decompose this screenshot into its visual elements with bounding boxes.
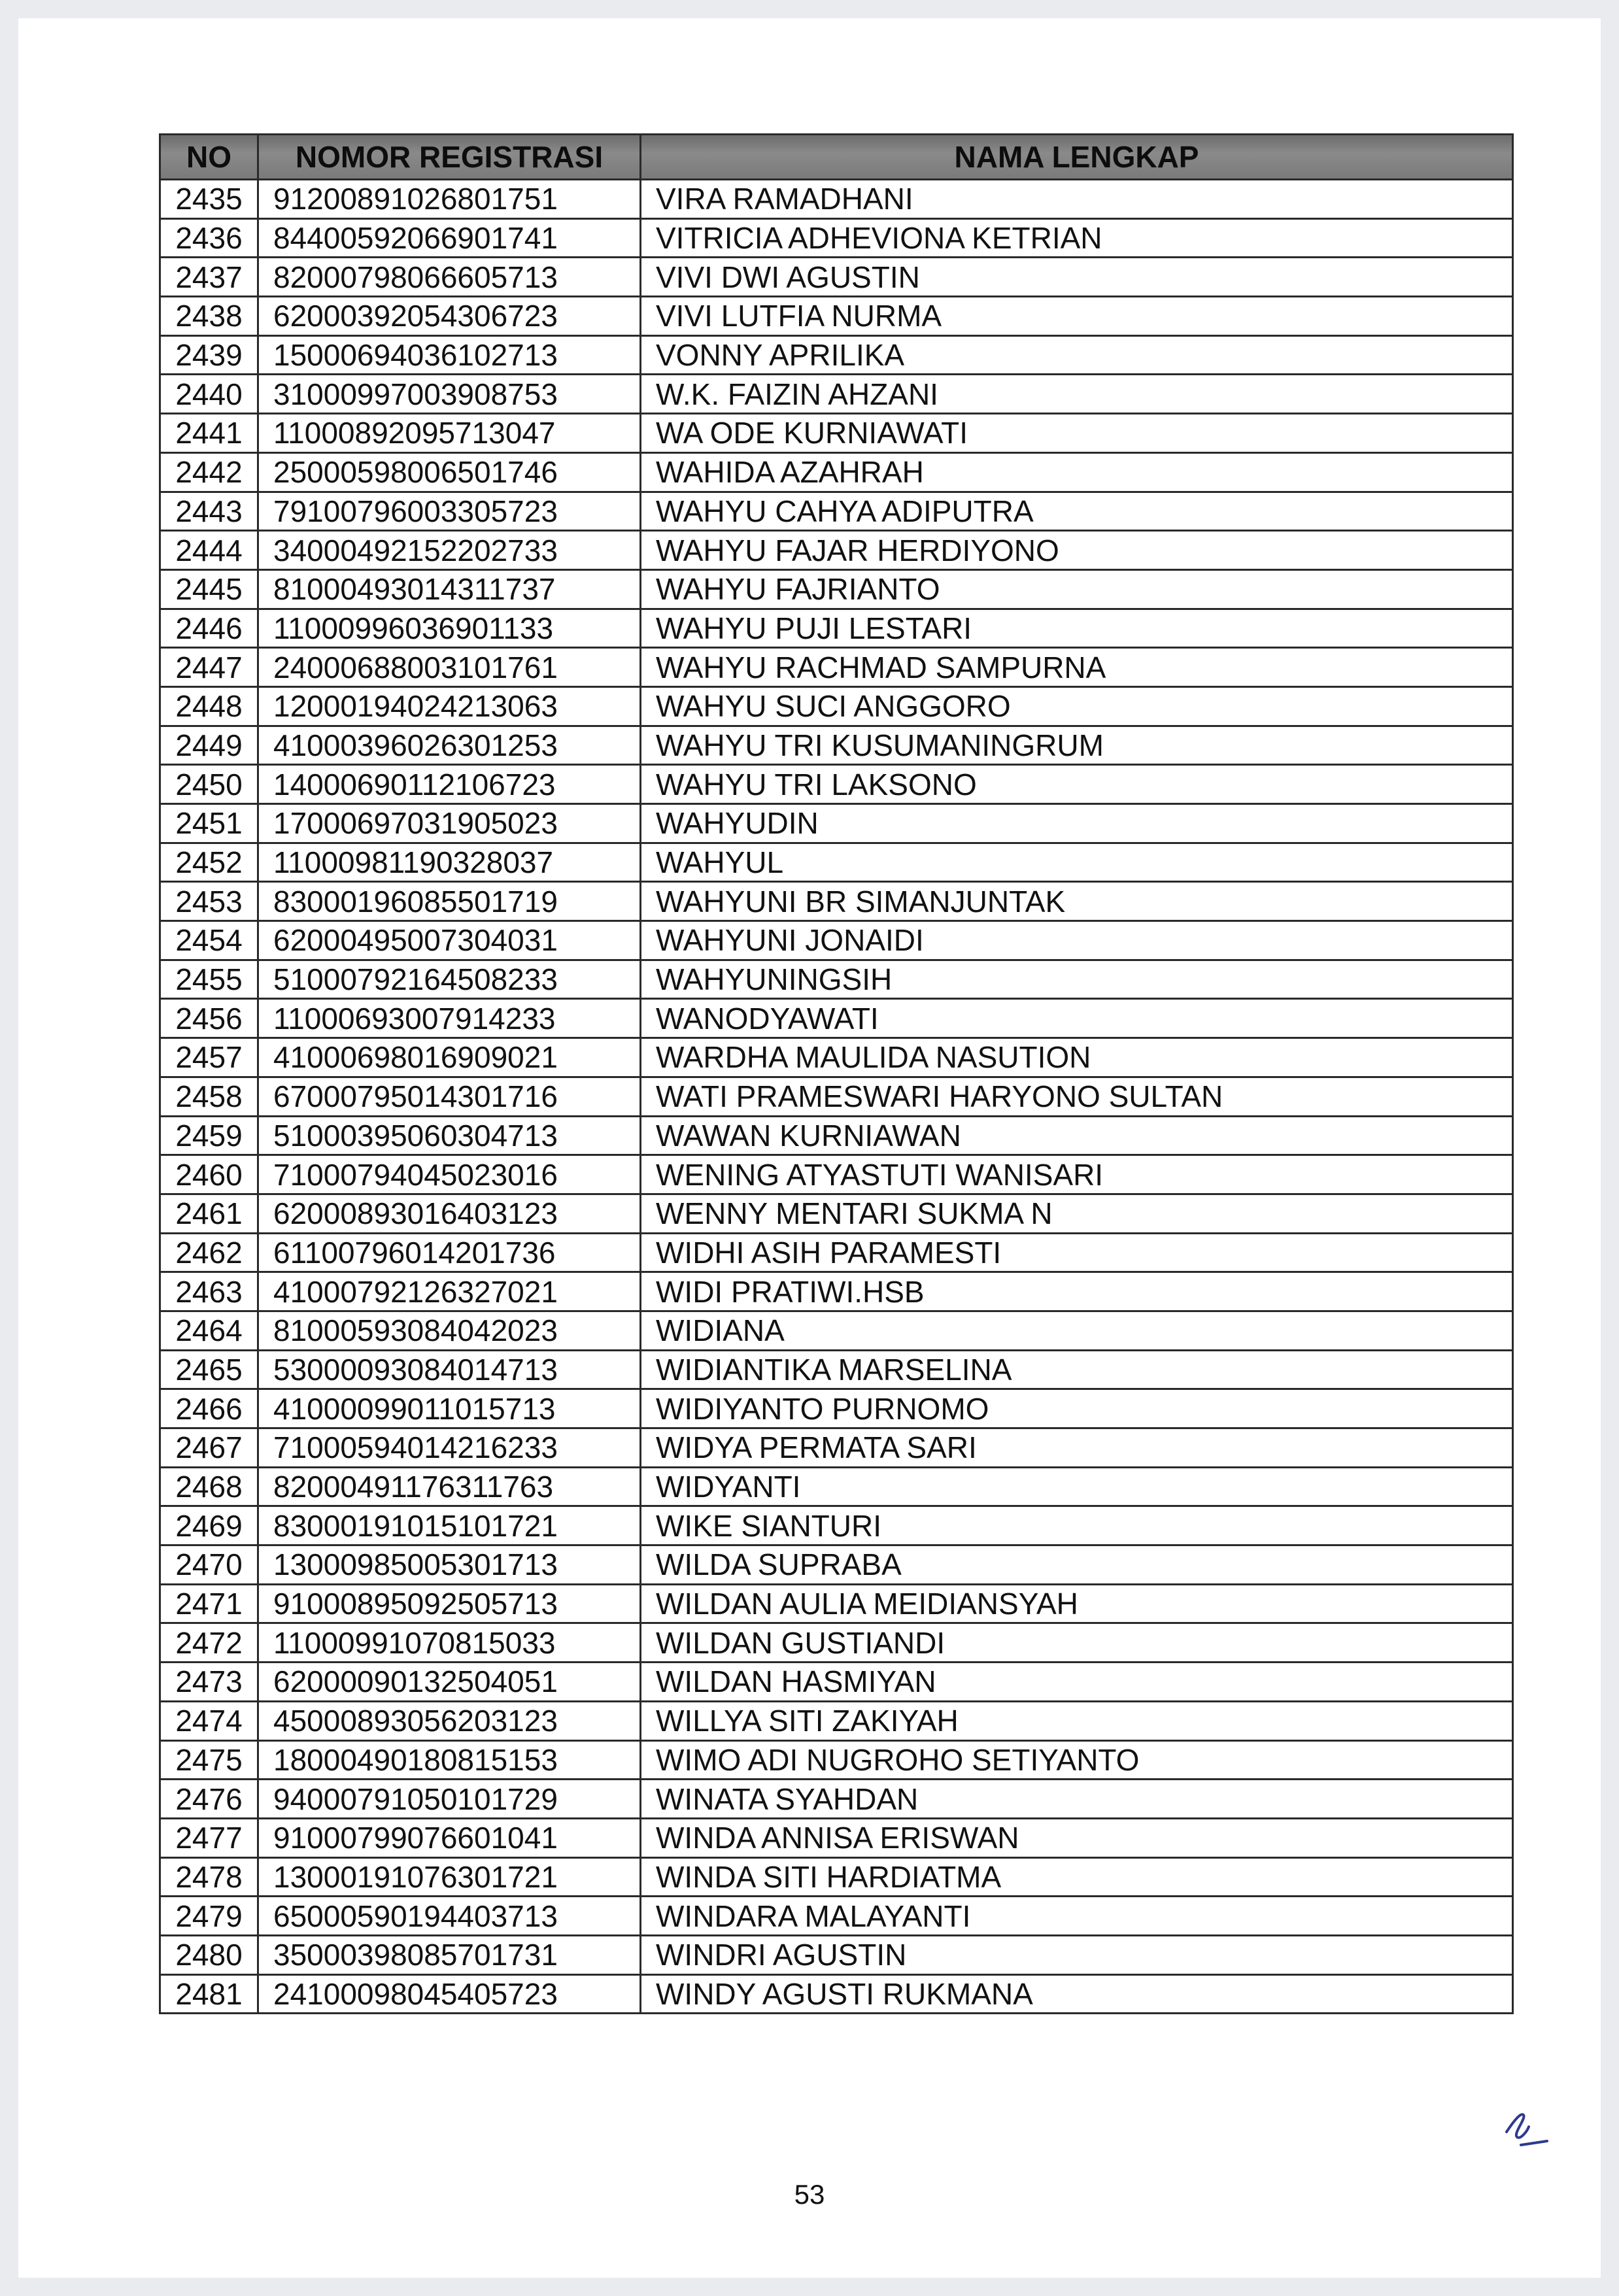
- registration-number-cell: 11000693007914233: [258, 999, 641, 1038]
- registration-number-cell: 67000795014301716: [258, 1077, 641, 1116]
- table-row: [160, 180, 1513, 219]
- table-row: [160, 882, 1513, 921]
- table-row: [160, 726, 1513, 765]
- row-number-cell: 2448: [160, 686, 258, 726]
- full-name-cell: WAHYUNI BR SIMANJUNTAK: [641, 882, 1513, 921]
- full-name-cell: WAHYUNINGSIH: [641, 960, 1513, 999]
- row-number-cell: 2440: [160, 375, 258, 414]
- table-row: [160, 297, 1513, 336]
- full-name-cell: WA ODE KURNIAWATI: [641, 414, 1513, 453]
- table-row: [160, 1389, 1513, 1428]
- table-row: [160, 1116, 1513, 1155]
- row-number-cell: 2462: [160, 1233, 258, 1272]
- registration-number-cell: 12000194024213063: [258, 686, 641, 726]
- header-no: NO: [160, 135, 258, 180]
- full-name-cell: WAHYU PUJI LESTARI: [641, 609, 1513, 648]
- table-row: [160, 531, 1513, 570]
- row-number-cell: 2443: [160, 492, 258, 531]
- row-number-cell: 2446: [160, 609, 258, 648]
- row-number-cell: 2461: [160, 1194, 258, 1233]
- full-name-cell: WANODYAWATI: [641, 999, 1513, 1038]
- full-name-cell: WAHYU RACHMAD SAMPURNA: [641, 648, 1513, 687]
- table-row: [160, 921, 1513, 960]
- row-number-cell: 2458: [160, 1077, 258, 1116]
- table-row: [160, 686, 1513, 726]
- full-name-cell: WIDIANA: [641, 1311, 1513, 1350]
- full-name-cell: WATI PRAMESWARI HARYONO SULTAN: [641, 1077, 1513, 1116]
- full-name-cell: WAHIDA AZAHRAH: [641, 452, 1513, 492]
- row-number-cell: 2444: [160, 531, 258, 570]
- row-number-cell: 2453: [160, 882, 258, 921]
- registration-number-cell: 62000495007304031: [258, 921, 641, 960]
- table-row: [160, 1506, 1513, 1545]
- full-name-cell: WAHYU TRI KUSUMANINGRUM: [641, 726, 1513, 765]
- header-registration-number: NOMOR REGISTRASI: [258, 135, 641, 180]
- full-name-cell: VIVI DWI AGUSTIN: [641, 258, 1513, 297]
- registration-number-cell: 82000491176311763: [258, 1467, 641, 1506]
- full-name-cell: WINDRI AGUSTIN: [641, 1935, 1513, 1974]
- full-name-cell: WIDYANTI: [641, 1467, 1513, 1506]
- full-name-cell: VIRA RAMADHANI: [641, 180, 1513, 219]
- table-row: [160, 452, 1513, 492]
- handwritten-initial-icon: [1495, 2107, 1554, 2153]
- table-row: [160, 1077, 1513, 1116]
- row-number-cell: 2470: [160, 1545, 258, 1585]
- table-row: [160, 569, 1513, 609]
- full-name-cell: WIKE SIANTURI: [641, 1506, 1513, 1545]
- registration-number-cell: 81000493014311737: [258, 569, 641, 609]
- full-name-cell: WILDAN HASMIYAN: [641, 1663, 1513, 1702]
- registration-number-cell: 41000792126327021: [258, 1272, 641, 1311]
- row-number-cell: 2471: [160, 1584, 258, 1623]
- registration-number-cell: 83000196085501719: [258, 882, 641, 921]
- table-row: [160, 1545, 1513, 1585]
- registration-number-cell: 84400592066901741: [258, 218, 641, 258]
- table-row: [160, 1428, 1513, 1468]
- row-number-cell: 2445: [160, 569, 258, 609]
- table-row: [160, 1935, 1513, 1974]
- header-full-name: NAMA LENGKAP: [641, 135, 1513, 180]
- registration-number-cell: 41000099011015713: [258, 1389, 641, 1428]
- row-number-cell: 2463: [160, 1272, 258, 1311]
- table-row: [160, 1623, 1513, 1663]
- full-name-cell: WINDA SITI HARDIATMA: [641, 1857, 1513, 1897]
- registration-number-cell: 62000893016403123: [258, 1194, 641, 1233]
- table-body: [160, 180, 1513, 2014]
- row-number-cell: 2447: [160, 648, 258, 687]
- full-name-cell: WENNY MENTARI SUKMA N: [641, 1194, 1513, 1233]
- registration-number-cell: 91000799076601041: [258, 1818, 641, 1857]
- registration-number-cell: 35000398085701731: [258, 1935, 641, 1974]
- full-name-cell: WAWAN KURNIAWAN: [641, 1116, 1513, 1155]
- full-name-cell: WIDIANTIKA MARSELINA: [641, 1350, 1513, 1389]
- row-number-cell: 2472: [160, 1623, 258, 1663]
- registration-number-cell: 11000991070815033: [258, 1623, 641, 1663]
- document-page: [18, 18, 1601, 2278]
- registration-number-cell: 45000893056203123: [258, 1701, 641, 1740]
- table-row: [160, 1584, 1513, 1623]
- registration-number-cell: 34000492152202733: [258, 531, 641, 570]
- registration-number-cell: 62000090132504051: [258, 1663, 641, 1702]
- table-row: [160, 648, 1513, 687]
- full-name-cell: WAHYU SUCI ANGGORO: [641, 686, 1513, 726]
- registration-number-cell: 18000490180815153: [258, 1740, 641, 1780]
- row-number-cell: 2464: [160, 1311, 258, 1350]
- table-row: [160, 765, 1513, 804]
- row-number-cell: 2454: [160, 921, 258, 960]
- row-number-cell: 2474: [160, 1701, 258, 1740]
- registration-number-cell: 13000985005301713: [258, 1545, 641, 1585]
- registration-number-cell: 83000191015101721: [258, 1506, 641, 1545]
- table-row: [160, 1155, 1513, 1194]
- full-name-cell: WARDHA MAULIDA NASUTION: [641, 1038, 1513, 1077]
- table-row: [160, 1818, 1513, 1857]
- full-name-cell: WAHYU FAJAR HERDIYONO: [641, 531, 1513, 570]
- full-name-cell: W.K. FAIZIN AHZANI: [641, 375, 1513, 414]
- table-row: [160, 492, 1513, 531]
- row-number-cell: 2455: [160, 960, 258, 999]
- registration-number-cell: 14000690112106723: [258, 765, 641, 804]
- table-row: [160, 1350, 1513, 1389]
- registration-number-cell: 31000997003908753: [258, 375, 641, 414]
- row-number-cell: 2467: [160, 1428, 258, 1468]
- table-row: [160, 258, 1513, 297]
- full-name-cell: WAHYUL: [641, 843, 1513, 882]
- registration-number-cell: 25000598006501746: [258, 452, 641, 492]
- registration-number-cell: 71000794045023016: [258, 1155, 641, 1194]
- row-number-cell: 2477: [160, 1818, 258, 1857]
- registration-number-cell: 61100796014201736: [258, 1233, 641, 1272]
- registration-number-cell: 53000093084014713: [258, 1350, 641, 1389]
- row-number-cell: 2450: [160, 765, 258, 804]
- row-number-cell: 2478: [160, 1857, 258, 1897]
- registration-number-cell: 11000996036901133: [258, 609, 641, 648]
- table-row: [160, 1233, 1513, 1272]
- full-name-cell: WAHYU TRI LAKSONO: [641, 765, 1513, 804]
- table-row: [160, 1467, 1513, 1506]
- table-row: [160, 1740, 1513, 1780]
- full-name-cell: VITRICIA ADHEVIONA KETRIAN: [641, 218, 1513, 258]
- full-name-cell: VONNY APRILIKA: [641, 335, 1513, 375]
- table-row: [160, 218, 1513, 258]
- registration-number-cell: 51000395060304713: [258, 1116, 641, 1155]
- row-number-cell: 2438: [160, 297, 258, 336]
- row-number-cell: 2468: [160, 1467, 258, 1506]
- table-row: [160, 335, 1513, 375]
- table-row: [160, 1857, 1513, 1897]
- registration-number-cell: 65000590194403713: [258, 1897, 641, 1936]
- registration-number-cell: 13000191076301721: [258, 1857, 641, 1897]
- row-number-cell: 2460: [160, 1155, 258, 1194]
- header-row: [160, 135, 1513, 180]
- full-name-cell: WIDYA PERMATA SARI: [641, 1428, 1513, 1468]
- registration-table: [159, 133, 1514, 2014]
- table-row: [160, 609, 1513, 648]
- row-number-cell: 2466: [160, 1389, 258, 1428]
- registration-number-cell: 24100098045405723: [258, 1974, 641, 2014]
- full-name-cell: WILLYA SITI ZAKIYAH: [641, 1701, 1513, 1740]
- table-row: [160, 999, 1513, 1038]
- full-name-cell: WILDA SUPRABA: [641, 1545, 1513, 1585]
- full-name-cell: WAHYUNI JONAIDI: [641, 921, 1513, 960]
- row-number-cell: 2476: [160, 1780, 258, 1819]
- page-number: 53: [794, 2179, 825, 2210]
- table-row: [160, 375, 1513, 414]
- row-number-cell: 2436: [160, 218, 258, 258]
- row-number-cell: 2449: [160, 726, 258, 765]
- full-name-cell: WIDIYANTO PURNOMO: [641, 1389, 1513, 1428]
- full-name-cell: WINDA ANNISA ERISWAN: [641, 1818, 1513, 1857]
- full-name-cell: VIVI LUTFIA NURMA: [641, 297, 1513, 336]
- registration-number-cell: 81000593084042023: [258, 1311, 641, 1350]
- row-number-cell: 2451: [160, 804, 258, 843]
- registration-number-cell: 62000392054306723: [258, 297, 641, 336]
- registration-number-cell: 17000697031905023: [258, 804, 641, 843]
- row-number-cell: 2456: [160, 999, 258, 1038]
- table-row: [160, 1038, 1513, 1077]
- registration-number-cell: 24000688003101761: [258, 648, 641, 687]
- row-number-cell: 2442: [160, 452, 258, 492]
- full-name-cell: WAHYU FAJRIANTO: [641, 569, 1513, 609]
- full-name-cell: WINDARA MALAYANTI: [641, 1897, 1513, 1936]
- registration-number-cell: 41000396026301253: [258, 726, 641, 765]
- registration-number-cell: 91200891026801751: [258, 180, 641, 219]
- full-name-cell: WIMO ADI NUGROHO SETIYANTO: [641, 1740, 1513, 1780]
- full-name-cell: WILDAN AULIA MEIDIANSYAH: [641, 1584, 1513, 1623]
- full-name-cell: WAHYU CAHYA ADIPUTRA: [641, 492, 1513, 531]
- row-number-cell: 2437: [160, 258, 258, 297]
- row-number-cell: 2459: [160, 1116, 258, 1155]
- table-row: [160, 1194, 1513, 1233]
- full-name-cell: WINDY AGUSTI RUKMANA: [641, 1974, 1513, 2014]
- registration-number-cell: 94000791050101729: [258, 1780, 641, 1819]
- table-row: [160, 1701, 1513, 1740]
- row-number-cell: 2435: [160, 180, 258, 219]
- table-header: [160, 135, 1513, 180]
- table-row: [160, 1897, 1513, 1936]
- table-row: [160, 414, 1513, 453]
- registration-number-cell: 71000594014216233: [258, 1428, 641, 1468]
- table-row: [160, 1272, 1513, 1311]
- row-number-cell: 2481: [160, 1974, 258, 2014]
- full-name-cell: WIDI PRATIWI.HSB: [641, 1272, 1513, 1311]
- row-number-cell: 2479: [160, 1897, 258, 1936]
- table-row: [160, 1663, 1513, 1702]
- full-name-cell: WINATA SYAHDAN: [641, 1780, 1513, 1819]
- registration-number-cell: 82000798066605713: [258, 258, 641, 297]
- row-number-cell: 2480: [160, 1935, 258, 1974]
- row-number-cell: 2473: [160, 1663, 258, 1702]
- row-number-cell: 2465: [160, 1350, 258, 1389]
- registration-number-cell: 79100796003305723: [258, 492, 641, 531]
- table-row: [160, 804, 1513, 843]
- table-row: [160, 1780, 1513, 1819]
- registration-number-cell: 91000895092505713: [258, 1584, 641, 1623]
- table-row: [160, 843, 1513, 882]
- table-row: [160, 1974, 1513, 2014]
- registration-number-cell: 51000792164508233: [258, 960, 641, 999]
- row-number-cell: 2457: [160, 1038, 258, 1077]
- row-number-cell: 2452: [160, 843, 258, 882]
- full-name-cell: WIDHI ASIH PARAMESTI: [641, 1233, 1513, 1272]
- row-number-cell: 2441: [160, 414, 258, 453]
- full-name-cell: WAHYUDIN: [641, 804, 1513, 843]
- row-number-cell: 2439: [160, 335, 258, 375]
- row-number-cell: 2475: [160, 1740, 258, 1780]
- row-number-cell: 2469: [160, 1506, 258, 1545]
- table-row: [160, 960, 1513, 999]
- full-name-cell: WENING ATYASTUTI WANISARI: [641, 1155, 1513, 1194]
- full-name-cell: WILDAN GUSTIANDI: [641, 1623, 1513, 1663]
- registration-number-cell: 11000892095713047: [258, 414, 641, 453]
- table-row: [160, 1311, 1513, 1350]
- registration-number-cell: 15000694036102713: [258, 335, 641, 375]
- registration-number-cell: 41000698016909021: [258, 1038, 641, 1077]
- registration-number-cell: 11000981190328037: [258, 843, 641, 882]
